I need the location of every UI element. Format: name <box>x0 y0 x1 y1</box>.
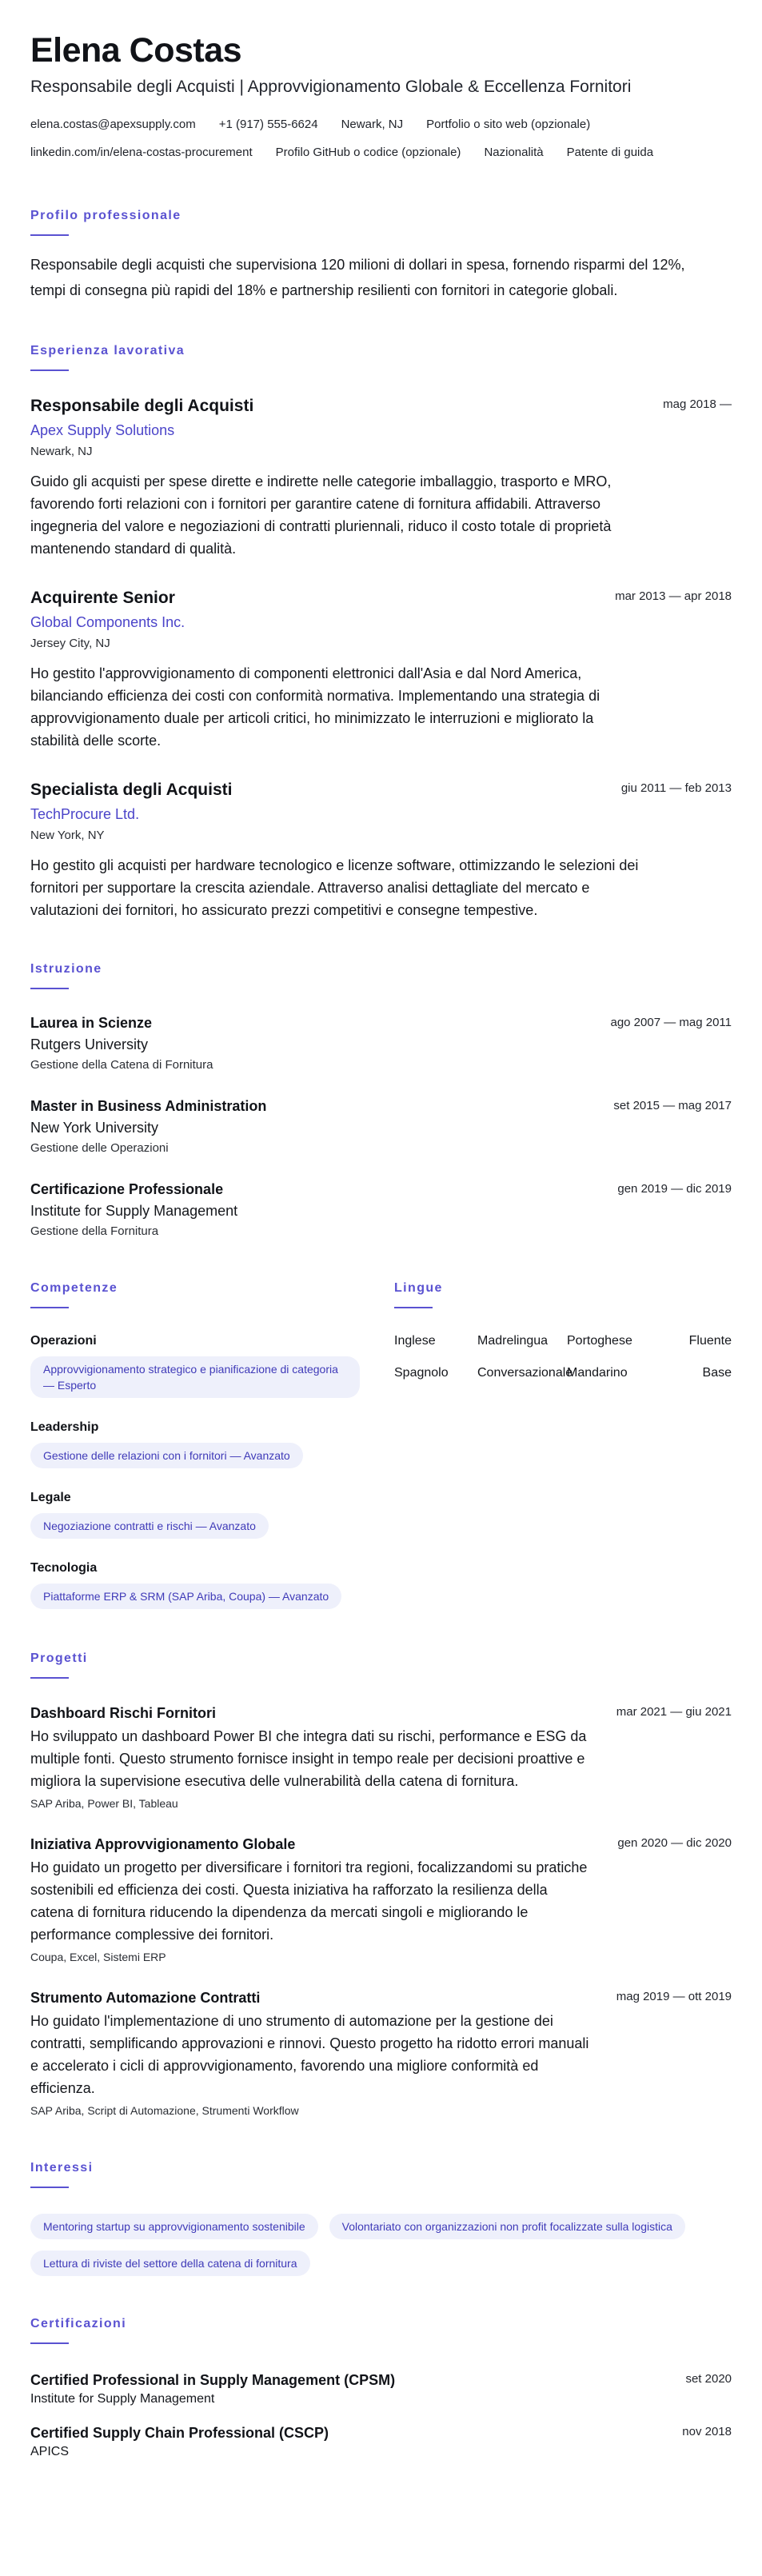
job-date: giu 2011 — feb 2013 <box>620 781 732 795</box>
language-name: Portoghese <box>567 1334 632 1348</box>
language-name: Inglese <box>394 1334 436 1348</box>
section-divider <box>30 1307 69 1308</box>
projects-section <box>30 1651 732 2119</box>
section-title: Profilo professionale <box>30 209 182 222</box>
experience-item <box>30 395 732 560</box>
school-name: New York University <box>30 1120 159 1136</box>
experience-item <box>30 779 732 921</box>
project-date: gen 2020 — dic 2020 <box>617 1836 732 1850</box>
project-description: Ho guidato l'implementazione di uno strumento di automazione per la gestione dei contratti, semplificando approvazioni e rinnovi. Questo progetto ha ridotto errori manuali e accelerato i cicli di approvvigionamento, favorendo una migliore conformità ed efficienza. <box>30 2013 589 2096</box>
degree-date: set 2015 — mag 2017 <box>613 1099 732 1112</box>
skill-group <box>30 1332 394 1398</box>
section-title: Competenze <box>30 1281 118 1295</box>
field-of-study: Gestione della Fornitura <box>30 1224 159 1238</box>
certification-title: Certified Supply Chain Professional (CSCP) <box>30 2425 329 2441</box>
interests-section <box>30 2160 732 2276</box>
project-description: Ho guidato un progetto per diversificare i fornitori tra regioni, focalizzandomi su pratiche sostenibili ed efficienza dei costi. Questa iniziativa ha rafforzato la resilienza della catena di fornitura riducendo la dipendenza da mercati singoli e migliorando le performance complessive dei fornitori. <box>30 1859 588 1943</box>
project-tools: Coupa, Excel, Sistemi ERP <box>30 1951 166 1963</box>
skill-pill: Negoziazione contratti e rischi — Avanzato <box>30 1513 269 1539</box>
language-level: Fluente <box>688 1334 732 1348</box>
job-company: TechProcure Ltd. <box>30 806 140 822</box>
skill-pill: Gestione delle relazioni con i fornitori — Avanzato <box>30 1443 303 1468</box>
language-name: Spagnolo <box>394 1366 449 1380</box>
job-location: Jersey City, NJ <box>30 637 110 650</box>
job-title: Specialista degli Acquisti <box>30 781 233 799</box>
skill-pill: Piattaforme ERP & SRM (SAP Ariba, Coupa) — Avanzato <box>30 1584 341 1609</box>
section-divider <box>30 2187 69 2188</box>
project-title: Dashboard Rischi Fornitori <box>30 1705 217 1721</box>
certification-date: nov 2018 <box>682 2425 732 2438</box>
degree-title: Master in Business Administration <box>30 1098 267 1114</box>
project-item <box>30 1703 732 1811</box>
language-level: Conversazionale <box>477 1366 573 1380</box>
certification-item <box>30 2422 732 2461</box>
candidate-headline: Responsabile degli Acquisti | Approvvigionamento Globale & Eccellenza Fornitori <box>30 78 632 96</box>
section-title: Lingue <box>394 1281 443 1295</box>
skill-category: Tecnologia <box>30 1561 98 1575</box>
contact-phone[interactable]: +1 (917) 555-6624 <box>218 118 318 131</box>
certifications-section <box>30 2316 732 2461</box>
skill-group <box>30 1560 394 1609</box>
project-item <box>30 1834 732 1965</box>
languages-table <box>394 1332 732 1382</box>
experience-section <box>30 343 732 921</box>
project-date: mag 2019 — ott 2019 <box>616 1990 732 2003</box>
project-description: Ho sviluppato un dashboard Power BI che integra dati su rischi, performance e ESG da multiple fonti. Questo strumento fornisce insight in tempo reale per decisioni proattive e migliora la supervisione esecutiva delle vulnerabilità della catena di fornitura. <box>30 1728 587 1789</box>
certification-item <box>30 2370 732 2408</box>
education-item <box>30 1180 732 1240</box>
job-description: Ho gestito gli acquisti per hardware tecnologico e licenze software, ottimizzando le selezioni dei fornitori per supportare la crescita aziendale. Attraverso analisi dettagliate del mercato e valutazioni dei fornitori, ho assicurato prezzi competitivi e consegne tempestive. <box>30 857 639 918</box>
projects-list <box>30 1703 732 2119</box>
field-of-study: Gestione delle Operazioni <box>30 1141 169 1155</box>
experience-list <box>30 395 732 921</box>
language-name: Mandarino <box>567 1366 628 1380</box>
contact-linkedin[interactable]: linkedin.com/in/elena-costas-procurement <box>30 146 253 159</box>
job-company: Apex Supply Solutions <box>30 422 175 438</box>
language-level: Madrelingua <box>477 1334 549 1348</box>
section-title: Istruzione <box>30 962 102 976</box>
languages-section <box>394 1280 732 1609</box>
contact-portfolio[interactable]: Portfolio o sito web (opzionale) <box>426 118 591 131</box>
project-date: mar 2021 — giu 2021 <box>616 1705 732 1719</box>
summary-text: Responsabile degli acquisti che supervisiona 120 milioni di dollari in spesa, fornendo risparmi del 12%, tempi di consegna più rapidi del 18% e partnership resilienti con fornitori in categorie globali. <box>30 257 685 298</box>
education-item <box>30 1096 732 1157</box>
skill-category: Legale <box>30 1491 71 1504</box>
contact-github[interactable]: Profilo GitHub o codice (opzionale) <box>275 146 461 159</box>
section-divider <box>30 234 69 236</box>
section-title: Progetti <box>30 1651 88 1665</box>
skill-category: Leadership <box>30 1420 99 1434</box>
skill-group <box>30 1489 394 1539</box>
job-date: mag 2018 — <box>663 397 732 411</box>
certification-issuer: APICS <box>30 2445 70 2458</box>
degree-date: gen 2019 — dic 2019 <box>617 1182 732 1196</box>
job-description: Ho gestito l'approvvigionamento di componenti elettronici dall'Asia e dal Nord America, bilanciando efficienza dei costi con conformità normativa. Implementando una strategia di approvvigionamento duale per articoli critici, ho minimizzato le interruzioni e migliorato la stabilità delle scorte. <box>30 665 600 749</box>
section-divider <box>30 369 69 371</box>
education-section <box>30 961 732 1240</box>
contact-location: Newark, NJ <box>341 118 404 131</box>
skill-group <box>30 1419 394 1468</box>
certification-date: set 2020 <box>685 2372 732 2386</box>
section-divider <box>30 2342 69 2344</box>
project-title: Strumento Automazione Contratti <box>30 1990 261 2006</box>
degree-date: ago 2007 — mag 2011 <box>610 1016 732 1029</box>
job-title: Responsabile degli Acquisti <box>30 397 254 415</box>
experience-item <box>30 587 732 752</box>
contact-list <box>30 117 718 173</box>
contact-nationality: Nazionalità <box>484 146 544 159</box>
school-name: Institute for Supply Management <box>30 1203 238 1219</box>
certification-issuer: Institute for Supply Management <box>30 2392 215 2406</box>
summary-section <box>30 208 732 303</box>
job-date: mar 2013 — apr 2018 <box>615 589 732 603</box>
resume-header <box>30 30 732 173</box>
job-company: Global Components Inc. <box>30 614 186 630</box>
skills-languages-row <box>30 1280 732 1609</box>
project-title: Iniziativa Approvvigionamento Globale <box>30 1836 296 1852</box>
project-item <box>30 1987 732 2119</box>
candidate-name: Elena Costas <box>30 31 242 70</box>
section-title: Certificazioni <box>30 2317 127 2330</box>
job-location: New York, NY <box>30 829 105 842</box>
project-tools: SAP Ariba, Script di Automazione, Strumenti Workflow <box>30 2104 299 2117</box>
section-divider <box>394 1307 433 1308</box>
section-divider <box>30 1677 69 1679</box>
education-item <box>30 1013 732 1074</box>
degree-title: Laurea in Scienze <box>30 1015 153 1031</box>
skills-section <box>30 1280 394 1609</box>
interest-pill: Lettura di riviste del settore della catena di fornitura <box>30 2251 310 2276</box>
language-level: Base <box>702 1366 732 1380</box>
degree-title: Certificazione Professionale <box>30 1181 224 1197</box>
certifications-list <box>30 2370 732 2461</box>
contact-driving-license: Patente di guida <box>566 146 654 159</box>
interest-pill: Volontariato con organizzazioni non profit focalizzate sulla logistica <box>329 2214 685 2239</box>
section-title: Interessi <box>30 2161 94 2175</box>
contact-email[interactable]: elena.costas@apexsupply.com <box>30 118 196 131</box>
school-name: Rutgers University <box>30 1036 149 1052</box>
interest-pill: Mentoring startup su approvvigionamento sostenibile <box>30 2214 318 2239</box>
certification-title: Certified Professional in Supply Management (CPSM) <box>30 2372 396 2388</box>
project-tools: SAP Ariba, Power BI, Tableau <box>30 1797 178 1810</box>
job-location: Newark, NJ <box>30 445 93 458</box>
section-divider <box>30 988 69 989</box>
skill-pill: Approvvigionamento strategico e pianificazione di categoria — Esperto <box>30 1356 360 1398</box>
job-description: Guido gli acquisti per spese dirette e indirette nelle categorie imballaggio, trasporto e MRO, favorendo forti relazioni con i fornitori per garantire catene di fornitura affidabili. Attraverso ingegneria del valore e negoziazioni di contratti pluriennali, riduco il costo totale di proprietà mantenendo standard di qualità. <box>30 473 612 557</box>
interests-list <box>30 2203 734 2276</box>
field-of-study: Gestione della Catena di Fornitura <box>30 1058 213 1072</box>
skill-category: Operazioni <box>30 1334 97 1348</box>
section-title: Esperienza lavorativa <box>30 344 186 357</box>
education-list <box>30 1013 732 1240</box>
job-title: Acquirente Senior <box>30 589 175 607</box>
